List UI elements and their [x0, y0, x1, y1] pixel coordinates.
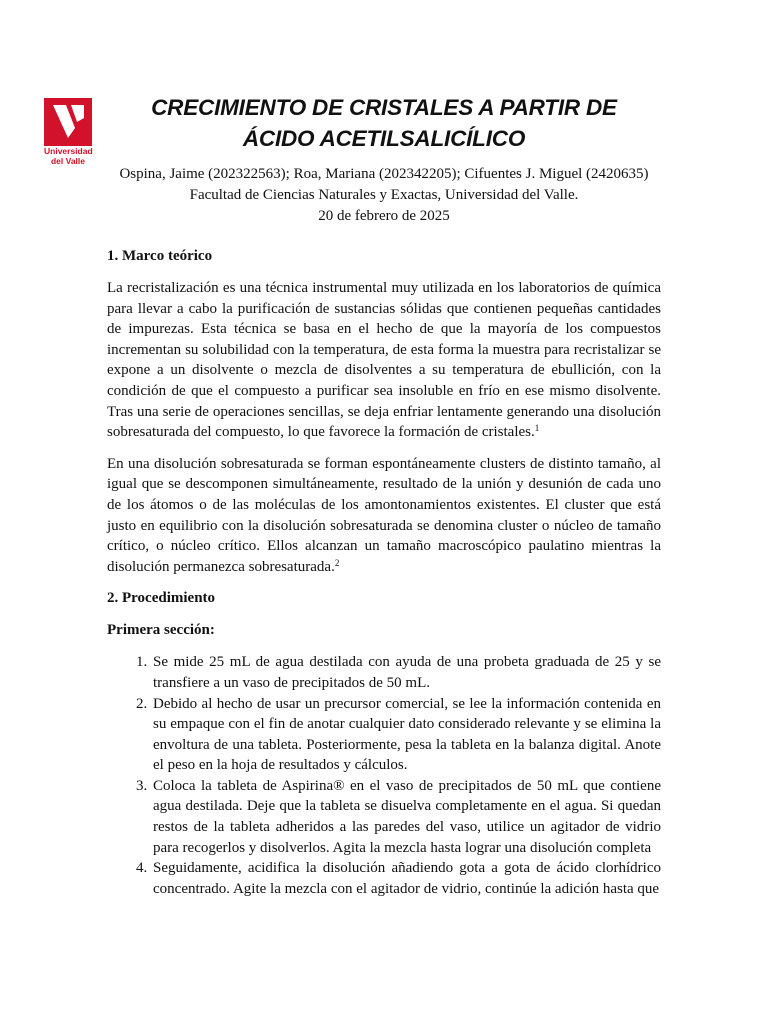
reference-marker: 2 [334, 557, 340, 568]
procedure-step: 3. Coloca la tableta de Aspirina® en el vaso de precipitados de 50 mL que contiene agua destilada. Deje que la tableta se disuelva completamente en el agua. Si quedan restos de la tableta adheridos a las paredes del vaso, utilice un agitador de vidrio para recogerlos y disolverlos. Agita la mezcla hasta lograr una disolución completa [151, 776, 661, 858]
document-meta [100, 164, 668, 227]
paragraph [107, 278, 661, 443]
document-title: CRECIMIENTO DE CRISTALES A PARTIR DE ÁCIDO ACETILSALICÍLICO [151, 95, 617, 151]
paragraph-text: La recristalización es una técnica instrumental muy utilizada en los laboratorios de química para llevar a cabo la purificación de sustancias sólidas que contienen pequeñas cantidades de impurezas. Esta técnica se basa en el hecho de que la mayoría de los compuestos incrementan su solubilidad con la temperatura, de esta forma la muestra para recristalizar se expone a un disolvente o mezcla de disolventes a su temperatura de ebullición, con la condición de que el compuesto a purificar sea insoluble en frío en ese mismo disolvente. Tras una serie de operaciones sencillas, se deja enfriar lentamente generando una disolución sobresaturada del compuesto, lo que favorece la formación de cristales. [107, 280, 661, 441]
logo-text-line1: Universidad [44, 146, 93, 156]
affiliation: Facultad de Ciencias Naturales y Exactas, Universidad del Valle. [189, 187, 579, 203]
reference-marker: 1 [534, 423, 540, 434]
university-shield-icon [44, 98, 92, 146]
date: 20 de febrero de 2025 [318, 208, 450, 224]
section-heading-marco-teorico: 1. Marco teórico [107, 248, 213, 264]
section-heading-procedimiento: 2. Procedimiento [107, 590, 216, 607]
subsection-heading: Primera sección: [107, 622, 215, 639]
logo-text-line2: del Valle [50, 156, 86, 166]
procedure-steps-list [107, 652, 661, 899]
procedure-step: 2. Debido al hecho de usar un precursor comercial, se lee la información contenida en su empaque con el fin de anotar cualquier dato considerado relevante y se elimina la envoltura de una tableta. Posteriormente, pesa la tableta en la balanza digital. Anote el peso en la hoja de resultados y cálculos. [151, 694, 661, 776]
paragraph-text: En una disolución sobresaturada se forman espontáneamente clusters de distinto tamaño, al igual que se descomponen simultáneamente, resultado de la unión y desunión de cada uno de los átomos o de las moléculas de los amontonamientos existentes. El cluster que está justo en equilibrio con la disolución sobresaturada se denomina cluster o núcleo de tamaño crítico, o núcleo crítico. Ellos alcanzan un tamaño macroscópico paulatino mientras la disolución permanezca sobresaturada. [107, 455, 661, 575]
authors: Ospina, Jaime (202322563); Roa, Mariana (202342205); Cifuentes J. Miguel (2420635) [119, 166, 649, 182]
document-body [107, 246, 661, 899]
procedure-step: 4. Seguidamente, acidifica la disolución añadiendo gota a gota de ácido clorhídrico concentrado. Agite la mezcla con el agitador de vidrio, continúe la adición hasta que [151, 858, 661, 899]
university-logo [44, 98, 92, 168]
paragraph [107, 454, 661, 578]
procedure-step: 1. Se mide 25 mL de agua destilada con ayuda de una probeta graduada de 25 y se transfiere a un vaso de precipitados de 50 mL. [151, 652, 661, 693]
